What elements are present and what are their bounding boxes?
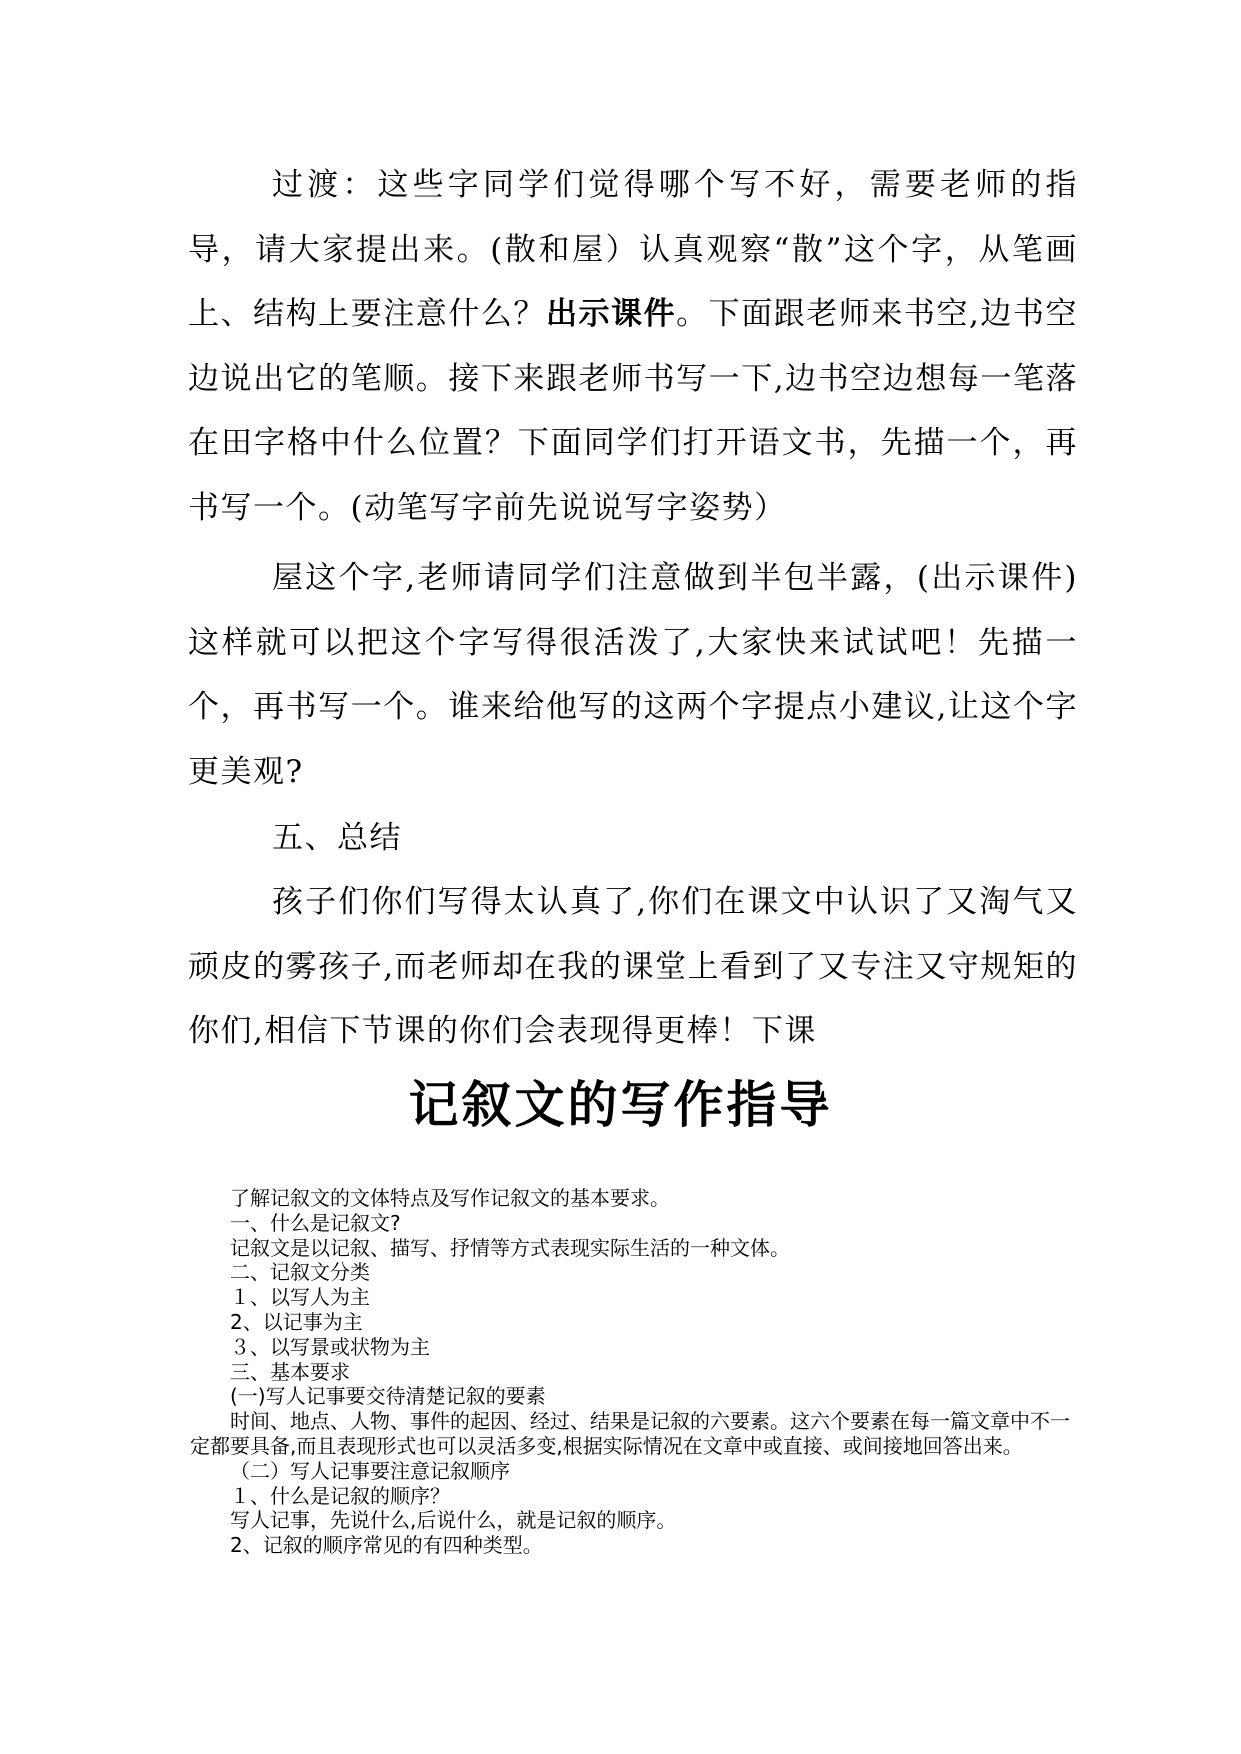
- section-heading-summary: [188, 806, 1078, 871]
- outline-heading-1: 一、什么是记叙文?: [230, 1210, 401, 1235]
- outline-item: 2、以记事为主: [230, 1309, 363, 1334]
- summary-text: 孩子们你们写得太认真了,你们在课文中认识了又淘气又顽皮的雾孩子,而老师却在我的课堂上看到了又专注又守规矩的你们,相信下节课的你们会表现得更棒！下课: [188, 884, 1078, 1049]
- document-title: 记叙文的写作指导: [408, 1076, 833, 1134]
- wu-text: 屋这个字,老师请同学们注意做到半包半露，(出示课件)这样就可以把这个字写得很活泼了,大家快来试试吧！先描一个，再书写一个。谁来给他写的这两个字提点小建议,让这个字更美观?: [188, 560, 1078, 790]
- outline-goal: 了解记叙文的文体特点及写作记叙文的基本要求。: [230, 1186, 670, 1210]
- outline-item: ３、以写景或状物为主: [230, 1334, 430, 1359]
- transition-text-rest: 。下面跟老师来书空,边书空边说出它的笔顺。接下来跟老师书写一下,边书空边想每一笔落在田字格中什么位置？下面同学们打开语文书，先描一个，再书写一个。(动笔写字前先说说写字姿势）: [188, 296, 1079, 526]
- outline-text: 写人记事，先说什么,后说什么，就是记叙的顺序。: [230, 1508, 677, 1533]
- outline-item: １、什么是记叙的顺序？: [230, 1483, 450, 1508]
- outline-item: １、以写人为主: [230, 1285, 370, 1310]
- outline-text: 记叙文是以记叙、描写、抒情等方式表现实际生活的一种文体。: [230, 1235, 790, 1260]
- outline-heading-2: 二、记叙文分类: [230, 1260, 370, 1285]
- outline-subheading: (一)写人记事要交待清楚记叙的要素: [230, 1384, 546, 1409]
- show-courseware-bold: 出示课件: [545, 296, 677, 332]
- outline-item: 2、记叙的顺序常见的有四种类型。: [230, 1533, 543, 1558]
- outline-heading-3: 三、基本要求: [230, 1359, 350, 1384]
- summary-heading: 五、总结: [272, 820, 402, 856]
- transition-text: 过渡：这些字同学们觉得哪个写不好，需要老师的指导，请大家提出来。(散和屋）认真观察“散”这个字，从笔画上、结构上要注意什么？: [188, 167, 1078, 332]
- paragraph-summary: [188, 870, 1078, 1064]
- outline-subheading: （二）写人记事要注意记叙顺序: [230, 1458, 510, 1483]
- paragraph-wu-character: [188, 546, 1078, 804]
- paragraph-transition: [188, 153, 1078, 540]
- outline-paragraph: 时间、地点、人物、事件的起因、经过、结果是记叙的六要素。这六个要素在每一篇文章中不一定都要具备,而且表现形式也可以灵活多变,根据实际情况在文章中或直接、或间接地回答出来。: [190, 1409, 1070, 1458]
- writing-guide-outline: [190, 1186, 1070, 1558]
